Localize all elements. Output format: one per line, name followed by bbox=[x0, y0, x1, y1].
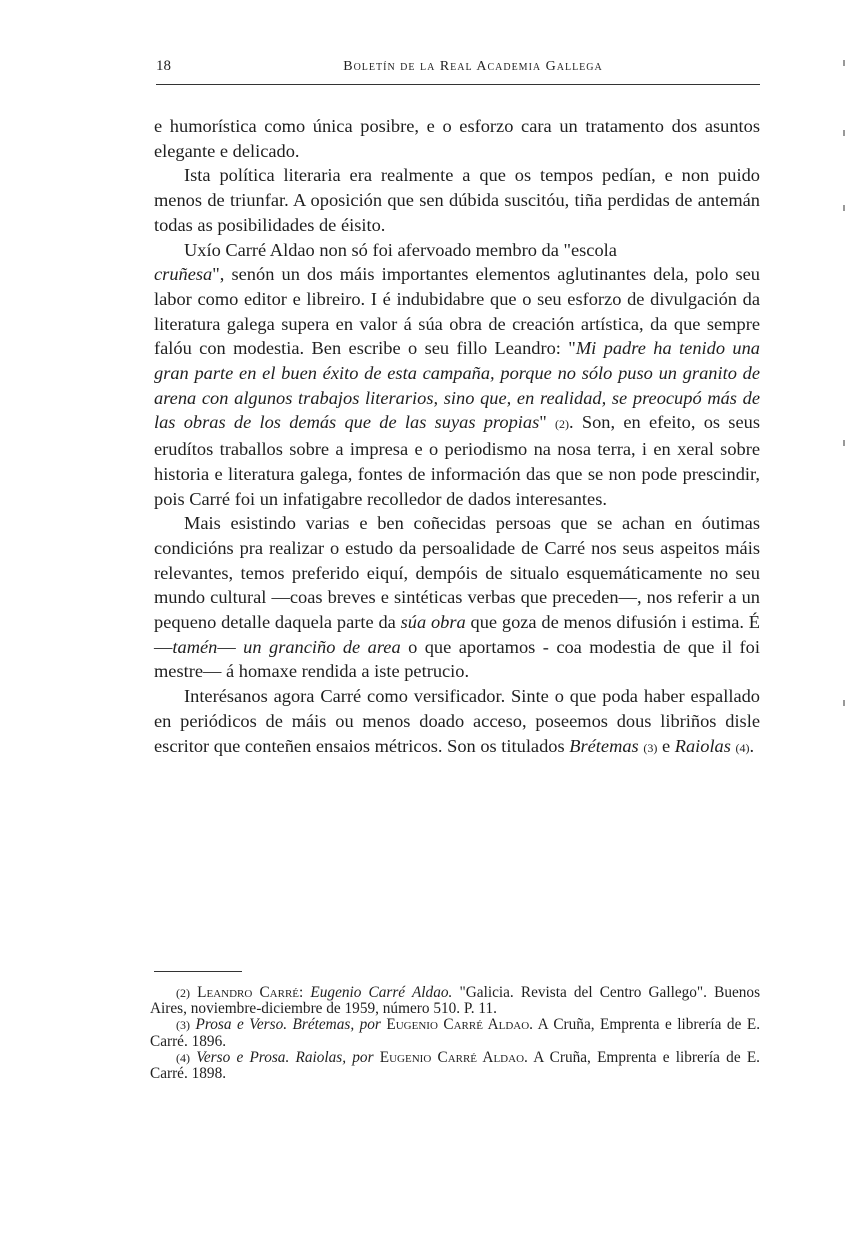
paragraph-3 bbox=[154, 238, 760, 512]
p3-text-c: ", senón un dos máis importantes elementos aglutinantes dela, polo seu labor como editor e libreiro. I é indubidabre que o seu esforzo de divulgación da literatura galega supera en valor á súa obra de creación artística, da que sempre falóu con modestia. Ben escribe o seu fillo Leandro: " bbox=[154, 264, 760, 359]
footnote-3 bbox=[150, 1017, 760, 1049]
footnote-2-author: Leandro Carré: bbox=[197, 984, 304, 1001]
p4-em-3: un granciño de area bbox=[243, 636, 401, 657]
p4-text-b: que goza de menos difusión i estima. É — bbox=[154, 612, 760, 657]
p3-quote: Mi padre ha tenido una gran parte en el buen éxito de esta campaña, porque no sólo puso un granito de arena con algunos trabajos literarios, sino que, en realidad, se preocupó más de las obras de los demás que de las suyas propias bbox=[154, 338, 760, 433]
footnote-4 bbox=[150, 1050, 760, 1082]
p3-text-d: " bbox=[539, 412, 556, 433]
scan-margin-mark bbox=[843, 440, 845, 446]
footnote-3-author: Eugenio Carré Aldao. bbox=[386, 1016, 533, 1034]
paragraph-1: e humorística como única posibre, e o esforzo cara un tratamento dos asuntos elegante e delicado. bbox=[154, 116, 760, 161]
body-text bbox=[154, 114, 760, 760]
footnote-ref-2: (2) bbox=[555, 417, 570, 432]
paragraph-5 bbox=[154, 684, 760, 760]
p3-text-e: . Son, en efeito, os seus erudítos traballos sobre a impresa e o periodismo na nosa terra, i en xeral sobre historia e literatura galega, fontes de información das que se non pode prescindir, pois Carré foi un infatigabre recolledor de dados interesantes. bbox=[154, 412, 760, 509]
footnote-4-rest: A Cruña, Emprenta e librería de E. Carré. 1898. bbox=[150, 1048, 761, 1083]
footnote-3-title: Prosa e Verso. Brétemas, por bbox=[195, 1016, 381, 1034]
p5-text-b: e bbox=[661, 735, 671, 756]
p5-text-c: . bbox=[749, 735, 755, 756]
footnote-2-number: (2) bbox=[176, 986, 190, 1000]
paragraph-2: Ista política literaria era realmente a que os tempos pedían, e non puido menos de triunfar. A oposición que sen dúbida suscitóu, tiña perdidas de antemán todas as posibilidades de éisito. bbox=[154, 165, 760, 235]
paragraph-4 bbox=[154, 511, 760, 684]
scan-margin-mark bbox=[843, 130, 845, 136]
p5-text-a: Interésanos agora Carré como versificador. Sinte o que poda haber espallado en periódicos de máis ou menos doado acceso, poseemos dous libriños disle escritor que conteñen ensaios métricos. Son os titulados bbox=[154, 686, 760, 756]
footnote-ref-3: (3) bbox=[643, 740, 658, 755]
footnote-4-author: Eugenio Carré Aldao. bbox=[379, 1048, 528, 1066]
p4-text-a: Mais esistindo varias e ben coñecidas persoas que se achan en óutimas condicións pra realizar o estudo da persoalidade de Carré nos seus aspeitos máis relevantes, temos preferido eiquí, dempóis de situalo esquemáticamente no seu mundo cultural —coas breves e sintéticas verbas que preceden—, nos referir a un pequeno detalle daquela parte da bbox=[154, 513, 760, 633]
footnote-2-rest: "Galicia. Revista del Centro Gallego". Buenos Aires, noviembre-diciembre de 1959, número 510. P. 11. bbox=[150, 984, 761, 1018]
footnote-3-rest: A Cruña, Emprenta e librería de E. Carré. 1896. bbox=[150, 1016, 761, 1050]
page-header bbox=[156, 58, 760, 85]
p4-em-1: súa obra bbox=[400, 612, 466, 633]
p5-em-raiolas: Raiolas bbox=[674, 735, 731, 756]
p4-text-d: o que aportamos - coa modestia de que il foi mestre— á homaxe rendida a iste petrucio. bbox=[154, 636, 760, 682]
footnote-4-title: Verso e Prosa. Raiolas, por bbox=[196, 1048, 374, 1066]
footnote-ref-4: (4) bbox=[735, 740, 750, 755]
p4-text-c: — bbox=[217, 636, 236, 657]
footnotes bbox=[150, 985, 760, 1082]
running-head: Boletín de la Real Academia Gallega bbox=[343, 59, 603, 74]
p4-em-2: tamén bbox=[172, 636, 218, 657]
footnote-2 bbox=[150, 985, 760, 1017]
p3-text-a: Uxío Carré Aldao non só foi afervoado membro da "escola bbox=[184, 239, 617, 260]
footnote-2-title: Eugenio Carré Aldao. bbox=[310, 984, 453, 1001]
footnote-3-number: (3) bbox=[176, 1018, 190, 1033]
scan-margin-mark bbox=[843, 60, 845, 66]
p3-em-cruñesa: cruñesa bbox=[154, 264, 213, 285]
scan-margin-mark bbox=[843, 700, 845, 706]
footnote-4-number: (4) bbox=[176, 1050, 190, 1065]
scan-margin-mark bbox=[843, 205, 845, 211]
page-number: 18 bbox=[156, 58, 171, 74]
p5-em-bretemas: Brétemas bbox=[569, 735, 639, 756]
footnote-rule bbox=[154, 971, 242, 972]
